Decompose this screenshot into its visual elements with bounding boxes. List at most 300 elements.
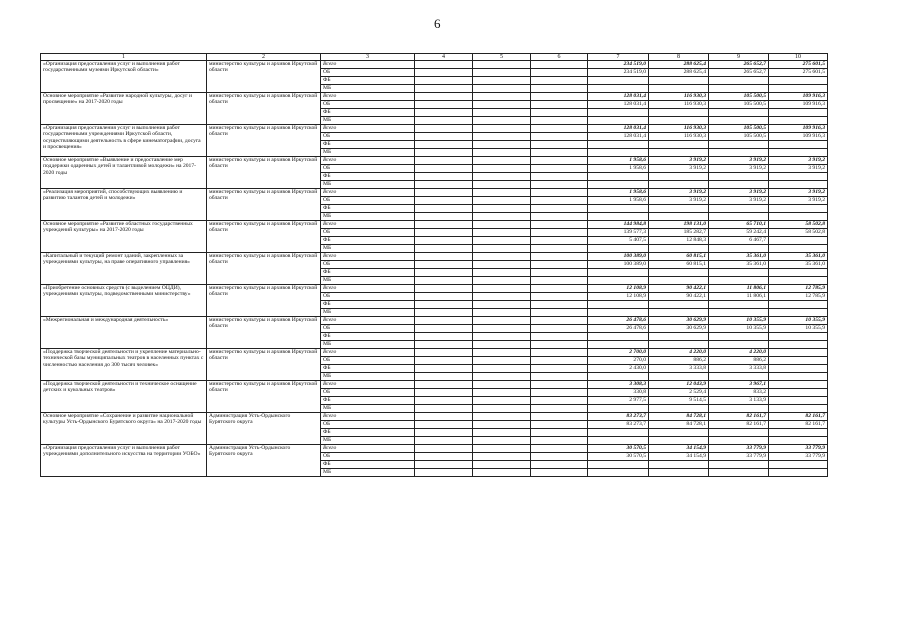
- amount-cell: 35 361,0: [709, 253, 769, 261]
- table-row: [41, 125, 828, 133]
- amount-cell: [709, 109, 769, 117]
- amount-cell: 33 779,9: [709, 453, 769, 461]
- empty-cell: [531, 269, 588, 277]
- amount-cell: [709, 277, 769, 285]
- amount-cell: 1 958,6: [588, 197, 649, 205]
- table-row: [41, 61, 828, 69]
- amount-cell: [769, 437, 828, 445]
- amount-cell: 83 273,7: [588, 413, 649, 421]
- amount-cell: [649, 469, 709, 477]
- empty-cell: [531, 245, 588, 253]
- activity-name-cell: «Организация предоставления услуг и выполнения работ государственными учреждениями Иркутской области, осуществляющими деятельность в сфере кинематографии, досуга и просвещения»: [41, 125, 207, 157]
- col-header-8: 8: [649, 54, 709, 61]
- amount-cell: 3 308,3: [588, 381, 649, 389]
- table-row: [41, 349, 828, 357]
- amount-cell: 3 919,2: [649, 165, 709, 173]
- amount-cell: [588, 205, 649, 213]
- activity-name-cell: «Поддержка творческой деятельности и техническое оснащение детских и кукольных театров»: [41, 381, 207, 413]
- amount-cell: 65 710,1: [709, 221, 769, 229]
- amount-cell: [588, 341, 649, 349]
- amount-cell: 330,8: [588, 389, 649, 397]
- amount-cell: [588, 429, 649, 437]
- col-header-2: 2: [207, 54, 321, 61]
- activity-name-cell: «Организация предоставления услуг и выполнения работ учреждениями дополнительного искусства на территории УОБО»: [41, 445, 207, 477]
- funding-source-cell: Всего: [321, 349, 415, 357]
- empty-cell: [531, 141, 588, 149]
- empty-cell: [473, 165, 531, 173]
- empty-cell: [531, 197, 588, 205]
- empty-cell: [531, 301, 588, 309]
- amount-cell: [588, 181, 649, 189]
- amount-cell: 3 919,2: [709, 189, 769, 197]
- empty-cell: [415, 165, 473, 173]
- amount-cell: 60 815,1: [649, 261, 709, 269]
- empty-cell: [473, 93, 531, 101]
- empty-cell: [415, 189, 473, 197]
- funding-source-cell: ОБ: [321, 389, 415, 397]
- funding-source-cell: МБ: [321, 245, 415, 253]
- amount-cell: 275 601,5: [769, 61, 828, 69]
- funding-source-cell: ФБ: [321, 397, 415, 405]
- amount-cell: 3 967,1: [709, 381, 769, 389]
- amount-cell: 105 500,5: [709, 125, 769, 133]
- activity-name-cell: «Организация предоставления услуг и выполнения работ государственными музеями Иркутской области»: [41, 61, 207, 93]
- funding-source-cell: ФБ: [321, 205, 415, 213]
- empty-cell: [415, 469, 473, 477]
- empty-cell: [415, 285, 473, 293]
- activity-name-cell: «Поддержка творческой деятельности и укрепление материально-технической базы муниципальных театров в населенных пунктах с численностью населения до 300 тысяч человек»: [41, 349, 207, 381]
- executor-cell: министерство культуры и архивов Иркутской области: [207, 61, 321, 93]
- funding-source-cell: ОБ: [321, 165, 415, 173]
- amount-cell: 1 958,6: [588, 157, 649, 165]
- executor-cell: министерство культуры и архивов Иркутской области: [207, 285, 321, 317]
- amount-cell: 33 779,9: [769, 453, 828, 461]
- empty-cell: [415, 77, 473, 85]
- funding-source-cell: Всего: [321, 93, 415, 101]
- amount-cell: 60 815,1: [649, 253, 709, 261]
- amount-cell: 265 652,7: [709, 69, 769, 77]
- amount-cell: 3 333,8: [649, 365, 709, 373]
- empty-cell: [473, 189, 531, 197]
- amount-cell: 58 502,8: [769, 229, 828, 237]
- empty-cell: [531, 397, 588, 405]
- empty-cell: [415, 325, 473, 333]
- table-row: [41, 157, 828, 165]
- amount-cell: 3 919,2: [649, 157, 709, 165]
- empty-cell: [531, 69, 588, 77]
- amount-cell: [709, 437, 769, 445]
- empty-cell: [415, 181, 473, 189]
- amount-cell: 288 625,4: [649, 69, 709, 77]
- empty-cell: [531, 261, 588, 269]
- amount-cell: 128 031,4: [588, 125, 649, 133]
- funding-source-cell: ОБ: [321, 69, 415, 77]
- empty-cell: [473, 133, 531, 141]
- funding-source-cell: ФБ: [321, 365, 415, 373]
- empty-cell: [531, 253, 588, 261]
- amount-cell: 105 500,5: [709, 101, 769, 109]
- amount-cell: [709, 461, 769, 469]
- empty-cell: [473, 149, 531, 157]
- funding-source-cell: Всего: [321, 189, 415, 197]
- activity-name-cell: Основное мероприятие «Развитие народной культуры, досуг и просвещение» на 2017-2020 годы: [41, 93, 207, 125]
- funding-source-cell: ОБ: [321, 453, 415, 461]
- funding-source-cell: ФБ: [321, 237, 415, 245]
- amount-cell: [769, 237, 828, 245]
- executor-cell: министерство культуры и архивов Иркутской области: [207, 381, 321, 413]
- col-header-4: 4: [415, 54, 473, 61]
- empty-cell: [531, 189, 588, 197]
- amount-cell: 58 502,8: [769, 221, 828, 229]
- empty-cell: [415, 109, 473, 117]
- amount-cell: 100 389,0: [588, 261, 649, 269]
- funding-source-cell: МБ: [321, 309, 415, 317]
- amount-cell: [649, 181, 709, 189]
- funding-source-cell: Всего: [321, 445, 415, 453]
- amount-cell: [709, 117, 769, 125]
- funding-source-cell: Всего: [321, 61, 415, 69]
- funding-source-cell: ФБ: [321, 109, 415, 117]
- amount-cell: [649, 373, 709, 381]
- amount-cell: [588, 77, 649, 85]
- col-header-10: 10: [769, 54, 828, 61]
- empty-cell: [531, 229, 588, 237]
- amount-cell: [769, 117, 828, 125]
- empty-cell: [531, 349, 588, 357]
- activity-name-cell: Основное мероприятие «Выявление и предоставление мер поддержки одаренных детей и талантливой молодежи» на 2017-2020 годы: [41, 157, 207, 189]
- funding-source-cell: МБ: [321, 405, 415, 413]
- empty-cell: [473, 253, 531, 261]
- empty-cell: [531, 181, 588, 189]
- empty-cell: [473, 365, 531, 373]
- empty-cell: [531, 149, 588, 157]
- funding-source-cell: Всего: [321, 381, 415, 389]
- funding-source-cell: ОБ: [321, 421, 415, 429]
- activity-name-cell: Основное мероприятие «Сохранение и развитие национальной культуры Усть-Ордынского Бурятского округа» на 2017-2020 годы: [41, 413, 207, 445]
- funding-source-cell: ФБ: [321, 429, 415, 437]
- amount-cell: 234 519,0: [588, 69, 649, 77]
- empty-cell: [531, 157, 588, 165]
- amount-cell: [588, 245, 649, 253]
- amount-cell: 6 467,7: [709, 237, 769, 245]
- empty-cell: [415, 117, 473, 125]
- amount-cell: 3 919,2: [769, 157, 828, 165]
- activity-name-cell: «Приобретение основных средств (с выделением ОЦДИ), учреждениями культуры, подведомственными министерству»: [41, 285, 207, 317]
- empty-cell: [531, 341, 588, 349]
- amount-cell: [649, 333, 709, 341]
- amount-cell: [769, 405, 828, 413]
- empty-cell: [531, 437, 588, 445]
- table-row: [41, 317, 828, 325]
- amount-cell: [709, 181, 769, 189]
- amount-cell: [769, 85, 828, 93]
- empty-cell: [415, 61, 473, 69]
- amount-cell: 116 930,3: [649, 125, 709, 133]
- empty-cell: [473, 357, 531, 365]
- funding-source-cell: Всего: [321, 157, 415, 165]
- empty-cell: [473, 181, 531, 189]
- activity-name-cell: «Межрегиональная и международная деятельность»: [41, 317, 207, 349]
- empty-cell: [415, 277, 473, 285]
- empty-cell: [415, 349, 473, 357]
- amount-cell: 265 652,7: [709, 61, 769, 69]
- funding-source-cell: ОБ: [321, 197, 415, 205]
- amount-cell: 30 629,9: [649, 317, 709, 325]
- funding-source-cell: ОБ: [321, 101, 415, 109]
- funding-source-cell: ФБ: [321, 269, 415, 277]
- empty-cell: [415, 101, 473, 109]
- empty-cell: [415, 85, 473, 93]
- empty-cell: [473, 205, 531, 213]
- executor-cell: Администрация Усть-Ордынского Бурятского округа: [207, 445, 321, 477]
- amount-cell: [769, 301, 828, 309]
- amount-cell: [649, 301, 709, 309]
- empty-cell: [473, 237, 531, 245]
- amount-cell: [709, 77, 769, 85]
- funding-source-cell: ОБ: [321, 293, 415, 301]
- amount-cell: 109 916,3: [769, 125, 828, 133]
- table-row: [41, 285, 828, 293]
- amount-cell: 116 930,3: [649, 93, 709, 101]
- amount-cell: 12 043,9: [649, 381, 709, 389]
- table-row: [41, 381, 828, 389]
- amount-cell: [649, 77, 709, 85]
- empty-cell: [415, 413, 473, 421]
- empty-cell: [531, 101, 588, 109]
- amount-cell: [649, 149, 709, 157]
- activity-name-cell: Основное мероприятие «Развитие областных государственных учреждений культуры» на 2017-2020 годы: [41, 221, 207, 253]
- empty-cell: [415, 317, 473, 325]
- empty-cell: [415, 405, 473, 413]
- amount-cell: 12 848,3: [649, 237, 709, 245]
- empty-cell: [415, 437, 473, 445]
- col-header-3: 3: [321, 54, 415, 61]
- funding-source-cell: ФБ: [321, 301, 415, 309]
- amount-cell: 3 919,2: [649, 197, 709, 205]
- amount-cell: [709, 309, 769, 317]
- empty-cell: [415, 253, 473, 261]
- empty-cell: [473, 317, 531, 325]
- funding-source-cell: Всего: [321, 125, 415, 133]
- amount-cell: 275 601,5: [769, 69, 828, 77]
- empty-cell: [415, 421, 473, 429]
- funding-source-cell: ОБ: [321, 229, 415, 237]
- empty-cell: [531, 381, 588, 389]
- empty-cell: [473, 125, 531, 133]
- column-number-header-row: [41, 54, 828, 61]
- amount-cell: [649, 109, 709, 117]
- funding-source-cell: ФБ: [321, 333, 415, 341]
- amount-cell: 30 570,5: [588, 445, 649, 453]
- funding-source-cell: ФБ: [321, 173, 415, 181]
- amount-cell: [709, 373, 769, 381]
- amount-cell: [588, 469, 649, 477]
- empty-cell: [415, 245, 473, 253]
- empty-cell: [415, 389, 473, 397]
- amount-cell: 4 220,0: [649, 349, 709, 357]
- amount-cell: [769, 277, 828, 285]
- amount-cell: [769, 349, 828, 357]
- amount-cell: [709, 269, 769, 277]
- empty-cell: [473, 469, 531, 477]
- amount-cell: [588, 117, 649, 125]
- amount-cell: 33 779,9: [709, 445, 769, 453]
- amount-cell: 10 355,9: [769, 325, 828, 333]
- empty-cell: [473, 461, 531, 469]
- amount-cell: 886,2: [649, 357, 709, 365]
- amount-cell: 82 161,7: [769, 421, 828, 429]
- empty-cell: [473, 301, 531, 309]
- amount-cell: [588, 141, 649, 149]
- amount-cell: 3 919,2: [709, 197, 769, 205]
- empty-cell: [531, 421, 588, 429]
- col-header-1: 1: [41, 54, 207, 61]
- empty-cell: [415, 93, 473, 101]
- amount-cell: 3 333,8: [709, 365, 769, 373]
- executor-cell: министерство культуры и архивов Иркутской области: [207, 125, 321, 157]
- empty-cell: [473, 269, 531, 277]
- amount-cell: 109 916,3: [769, 93, 828, 101]
- amount-cell: 35 361,0: [769, 261, 828, 269]
- empty-cell: [473, 341, 531, 349]
- amount-cell: [769, 245, 828, 253]
- empty-cell: [473, 69, 531, 77]
- funding-source-cell: ОБ: [321, 325, 415, 333]
- empty-cell: [531, 445, 588, 453]
- empty-cell: [473, 141, 531, 149]
- empty-cell: [531, 309, 588, 317]
- empty-cell: [415, 141, 473, 149]
- amount-cell: [709, 333, 769, 341]
- funding-source-cell: ФБ: [321, 77, 415, 85]
- empty-cell: [473, 405, 531, 413]
- amount-cell: 3 919,2: [769, 197, 828, 205]
- amount-cell: [649, 341, 709, 349]
- funding-source-cell: ОБ: [321, 357, 415, 365]
- executor-cell: министерство культуры и архивов Иркутской области: [207, 317, 321, 349]
- amount-cell: 270,0: [588, 357, 649, 365]
- amount-cell: 128 031,4: [588, 93, 649, 101]
- amount-cell: [588, 405, 649, 413]
- empty-cell: [531, 109, 588, 117]
- amount-cell: [769, 381, 828, 389]
- empty-cell: [473, 213, 531, 221]
- empty-cell: [415, 221, 473, 229]
- empty-cell: [415, 365, 473, 373]
- amount-cell: [649, 437, 709, 445]
- amount-cell: [769, 149, 828, 157]
- empty-cell: [473, 445, 531, 453]
- amount-cell: 82 161,7: [709, 421, 769, 429]
- funding-source-cell: МБ: [321, 85, 415, 93]
- empty-cell: [473, 325, 531, 333]
- amount-cell: 3 919,2: [649, 189, 709, 197]
- empty-cell: [473, 61, 531, 69]
- empty-cell: [531, 461, 588, 469]
- amount-cell: 83 273,7: [588, 421, 649, 429]
- amount-cell: 10 355,9: [709, 317, 769, 325]
- empty-cell: [415, 205, 473, 213]
- empty-cell: [531, 237, 588, 245]
- amount-cell: 26 478,6: [588, 317, 649, 325]
- amount-cell: [588, 301, 649, 309]
- amount-cell: [709, 469, 769, 477]
- amount-cell: [769, 389, 828, 397]
- funding-source-cell: МБ: [321, 149, 415, 157]
- col-header-7: 7: [588, 54, 649, 61]
- empty-cell: [531, 213, 588, 221]
- funding-source-cell: ФБ: [321, 141, 415, 149]
- funding-source-cell: МБ: [321, 117, 415, 125]
- amount-cell: [769, 461, 828, 469]
- empty-cell: [415, 429, 473, 437]
- executor-cell: министерство культуры и архивов Иркутской области: [207, 189, 321, 221]
- amount-cell: [769, 309, 828, 317]
- empty-cell: [473, 109, 531, 117]
- empty-cell: [473, 245, 531, 253]
- amount-cell: 109 916,3: [769, 101, 828, 109]
- amount-cell: 105 500,5: [709, 133, 769, 141]
- amount-cell: 886,2: [709, 357, 769, 365]
- empty-cell: [473, 117, 531, 125]
- empty-cell: [531, 173, 588, 181]
- amount-cell: 234 519,0: [588, 61, 649, 69]
- empty-cell: [415, 125, 473, 133]
- empty-cell: [473, 429, 531, 437]
- empty-cell: [473, 85, 531, 93]
- table-row: [41, 189, 828, 197]
- empty-cell: [415, 229, 473, 237]
- funding-source-cell: ОБ: [321, 261, 415, 269]
- amount-cell: 139 577,3: [588, 229, 649, 237]
- empty-cell: [473, 397, 531, 405]
- executor-cell: Администрация Усть-Ордынского Бурятского округа: [207, 413, 321, 445]
- amount-cell: [769, 109, 828, 117]
- funding-source-cell: ОБ: [321, 133, 415, 141]
- amount-cell: [588, 269, 649, 277]
- funding-source-cell: ФБ: [321, 461, 415, 469]
- empty-cell: [531, 85, 588, 93]
- table-row: [41, 413, 828, 421]
- table-row: [41, 93, 828, 101]
- empty-cell: [473, 101, 531, 109]
- empty-cell: [473, 229, 531, 237]
- col-header-6: 6: [531, 54, 588, 61]
- table-row: [41, 445, 828, 453]
- amount-cell: [588, 149, 649, 157]
- amount-cell: 105 500,5: [709, 93, 769, 101]
- empty-cell: [531, 365, 588, 373]
- funding-source-cell: Всего: [321, 285, 415, 293]
- page-number: 6: [434, 16, 441, 31]
- amount-cell: 12 108,9: [588, 293, 649, 301]
- empty-cell: [473, 197, 531, 205]
- empty-cell: [415, 69, 473, 77]
- empty-cell: [473, 333, 531, 341]
- amount-cell: [588, 277, 649, 285]
- amount-cell: [769, 213, 828, 221]
- amount-cell: 84 728,1: [649, 421, 709, 429]
- empty-cell: [415, 373, 473, 381]
- amount-cell: 12 785,9: [769, 293, 828, 301]
- funding-source-cell: Всего: [321, 221, 415, 229]
- amount-cell: [769, 365, 828, 373]
- amount-cell: 3 133,9: [709, 397, 769, 405]
- empty-cell: [415, 461, 473, 469]
- amount-cell: 30 629,9: [649, 325, 709, 333]
- empty-cell: [415, 309, 473, 317]
- empty-cell: [531, 125, 588, 133]
